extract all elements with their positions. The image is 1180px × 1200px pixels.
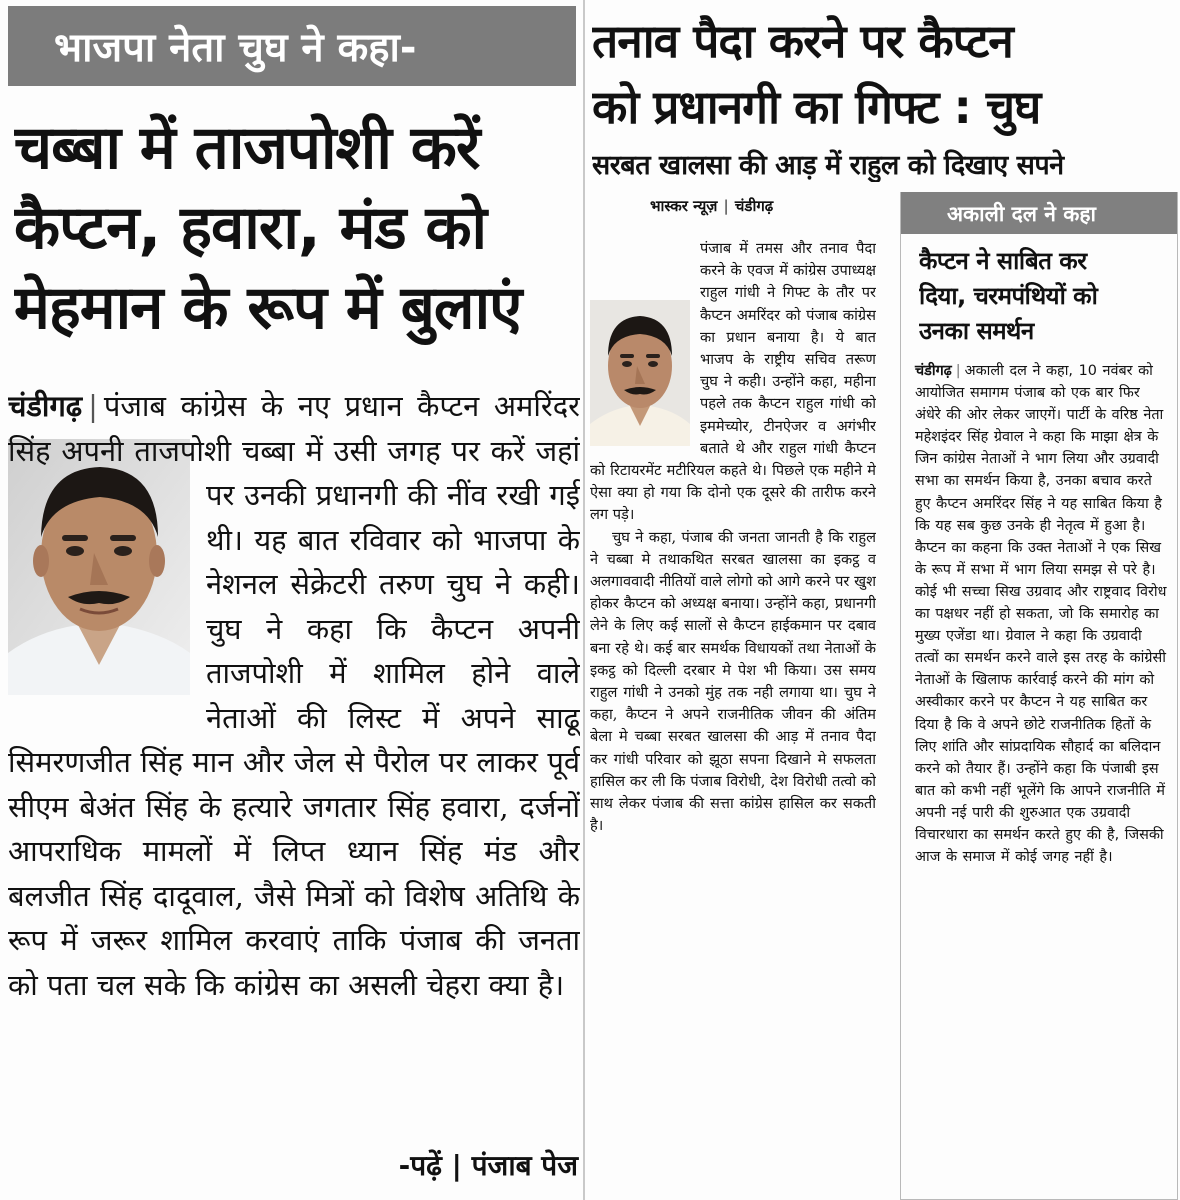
continued-label: -पढ़ें [398, 1149, 442, 1182]
continued-page: पंजाब पेज [471, 1149, 578, 1182]
sidebar-body-text: अकाली दल ने कहा, 10 नवंबर को आयोजित समागम पंजाब को एक बार फिर अंधेरे की ओर लेकर जाएगें। पार्टी के वरिष्ठ नेता महेशइंदर सिंह ग्रेवाल ने कहा कि माझा क्षेत्र के जिन कांग्रेस नेताओं ने भाग लिया और उग्रवादी सभा का समर्थन किया है, उनका बचाव करते हुए कैप्टन अमरिंदर सिंह ने यह साबित किया है कि यह सब कुछ उनके ही नेतृत्व में हुआ है। कैप्टन का कहना कि उक्त नेताओं ने एक सिख के रूप में सभा में भाग लिया समझ से परे है। कोई भी सच्चा सिख उग्रवाद और राष्ट्रवाद विरोध का पक्षधर नहीं हो सकता, जो कि समारोह का मुख्य एजेंडा था। ग्रेवाल ने कहा कि उग्रवादी तत्वों का समर्थन करने वाले इस तरह के कांग्रेसी नेताओं के खिलाफ कार्रवाई करने की मांग को अस्वीकार करने पर कैप्टन ने यह साबित कर दिया है कि वे अपने छोटे राजनीतिक हितों के लिए शांति और सांप्रदायिक सौहार्द का बलिदान करने को तैयार हैं। उन्होंने कहा कि पंजाबी इस बात को कभी नहीं भूलेंगे कि आपने राजनीति में अपनी नई पारी की शुरुआत एक उग्रवादी विचारधारा का समर्थन करते हुए की है, जिसकी आज के समाज में कोई जगह नहीं है। [915, 363, 1167, 866]
left-headline-line: कैप्टन, हवारा, मंड को [14, 193, 487, 263]
left-headline-line: चब्बा में ताजपोशी करें [14, 113, 480, 183]
sidebar-tag: अकाली दल ने कहा [901, 192, 1178, 234]
left-portrait-photo [8, 439, 190, 695]
sidebar-paragraph [915, 360, 1169, 868]
left-story [0, 0, 582, 1200]
main-byline [650, 196, 773, 216]
left-body-lead: पंजाब कांग्रेस के नए प्रधान कैप्टन अमरिंदर सिंह अपनी ताजपोशी चब्बा में उसी [8, 389, 580, 468]
continued-separator: | [441, 1149, 472, 1182]
dateline-separator: | [88, 389, 98, 423]
middle-paragraph: चुघ ने कहा, पंजाब की जनता जानती है कि राहुल ने चब्बा मे तथाकथित सरबत खालसा का इकट्ठ व अलगाववादी नीतियों वाले लोगो को आगे करने पर खुश होकर कैप्टन को अध्यक्ष बनाया। उन्होंने कहा, प्रधानगी लेने के लिए कई सालों से कैप्टन हाईकमान पर दबाव बना रहे थे। कई बार समर्थक विधायकों तथा नेताओं के इकट्ठ को दिल्ली दरबार मे पेश भी किया। उस समय राहुल गांधी ने उनको मुंह तक नही लगाया था। चुघ ने कहा, कैप्टन ने अपने राजनीतिक जीवन की अंतिम बेला मे चब्बा सरबत खालसा की आड़ में तनाव पैदा कर गांधी परिवार को झूठा सपना दिखाने मे सफलता हासिल कर ली कि पंजाब विरोधी, देश विरोधी तत्वो को साथ लेकर पंजाब की सत्ता कांग्रेस हासिल कर सकती है। [590, 528, 876, 835]
byline-separator: | [723, 197, 729, 215]
main-subheadline: सरबत खालसा की आड़ में राहुल को दिखाए सपने [592, 150, 1064, 181]
sidebar-headline-line: उनका समर्थन [919, 317, 1034, 345]
sidebar-box [900, 192, 1178, 1200]
left-headline [14, 108, 580, 348]
sidebar-dateline: चंडीगढ़ [915, 363, 952, 379]
column-divider [583, 0, 585, 1200]
sidebar-dateline-separator: | [955, 363, 961, 379]
main-headline-line: को प्रधानगी का गिफ्ट : चुघ [592, 80, 1041, 134]
byline-place: चंडीगढ़ [734, 197, 774, 215]
left-headline-line: मेहमान के रूप में बुलाएं [14, 273, 522, 343]
sidebar-body [915, 360, 1169, 868]
middle-portrait-photo [590, 300, 690, 446]
left-continued [389, 1146, 578, 1184]
left-body [8, 384, 580, 1200]
middle-paragraph [590, 238, 876, 527]
byline-source: भास्कर न्यूज़ [650, 197, 718, 215]
middle-column [590, 238, 876, 1200]
left-dateline: चंडीगढ़ [8, 389, 83, 423]
sidebar-headline-line: कैप्टन ने साबित कर [919, 247, 1087, 275]
sidebar-headline [919, 244, 1173, 349]
left-body-text: जगह पर करें जहां पर उनकी प्रधानगी की नींव रखी गई थी। यह बात रविवार को भाजपा के नेशनल सेक्रेटरी तरुण चुघ ने कही। चुघ ने कहा कि कैप्टन अपनी ताजपोशी में शामिल होने वाले नेताओं की लिस्ट में अपने साढू सिमरणजीत सिंह मान और जेल से पैरोल पर लाकर पूर्व सीएम बेअंत सिंह के हत्यारे जगतार सिंह हवारा, दर्जनों आपराधिक मामलों में लिप्त ध्यान सिंह मंड और बलजीत सिंह दादूवाल, जैसे मित्रों को विशेष अतिथि के रूप में जरूर शामिल करवाएं ताकि पंजाब की जनता को पता चल सके कि कांग्रेस का असली चेहरा क्या है। [8, 433, 580, 1002]
main-headline-line: तनाव पैदा करने पर कैप्टन [592, 14, 1013, 68]
left-kicker: भाजपा नेता चुघ ने कहा- [8, 6, 576, 86]
middle-paragraph-text: पंजाब में तमस और तनाव पैदा करने के एवज में कांग्रेस उपाध्यक्ष राहुल गांधी ने गिफ्ट के तौर पर कैप्टन अमरिंदर को पंजाब कांग्रेस का प्रधान बनाया है। ये बात भाजप के राष्ट्रीय सचिव तरूण चुघ ने कही। उन्होंने कहा, महीना पहले तक कैप्टन राहुल गांधी को इममेच्योर, टीनऐजर व अगंभीर बताते थे और राहुल गांधी कैप्टन को रिटायरमेंट मटीरियल कहते थे। पिछले एक महीने मे ऐसा क्या हो गया कि दोनो एक दूसरे की तारीफ करने लग पड़े। [590, 240, 876, 524]
main-headline [592, 8, 1178, 140]
sidebar-headline-line: दिया, चरमपंथियों को [919, 282, 1098, 310]
